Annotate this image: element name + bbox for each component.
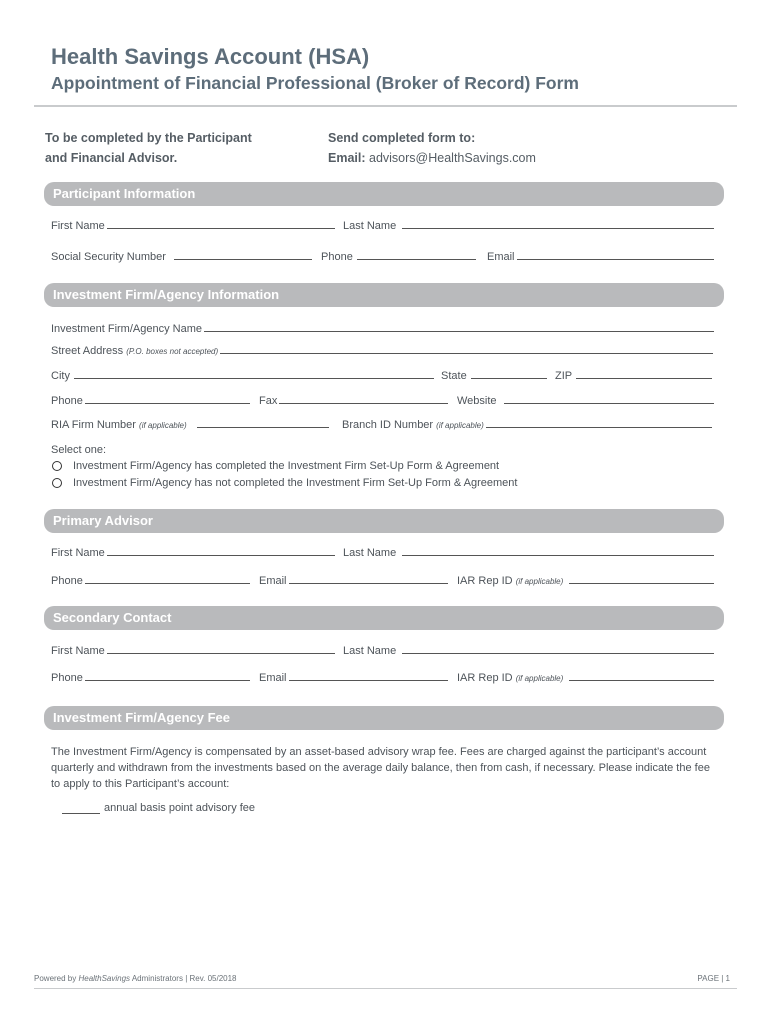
input-line[interactable] [74, 377, 434, 379]
firm-name-field[interactable] [51, 323, 714, 335]
participant-email-field[interactable] [487, 251, 714, 263]
iar-label: IAR Rep ID [457, 575, 513, 587]
primary-phone-field[interactable] [51, 575, 250, 587]
field-label: Email [487, 251, 515, 263]
participant-ssn-field[interactable] [51, 251, 312, 263]
primary-email-field[interactable] [259, 575, 448, 587]
section-participant-information [44, 182, 724, 206]
fee-label: annual basis point advisory fee [104, 802, 256, 814]
secondary-last-name-field[interactable] [343, 645, 714, 657]
input-line[interactable] [197, 426, 329, 428]
firm-ria-number-field[interactable] [51, 419, 329, 431]
section-primary-advisor [44, 509, 724, 533]
firm-state-field[interactable] [441, 370, 547, 382]
iar-label: IAR Rep ID [457, 672, 513, 684]
branch-label: Branch ID Number [342, 419, 434, 431]
field-label [457, 672, 563, 684]
advisory-fee-field[interactable] [62, 802, 255, 814]
firm-zip-field[interactable] [555, 370, 712, 382]
field-label: First Name [51, 547, 105, 559]
field-label: City [51, 370, 70, 382]
ria-label: RIA Firm Number [51, 419, 136, 431]
street-note: (P.O. boxes not accepted) [126, 347, 219, 356]
section-heading: Investment Firm/Agency Information [53, 287, 280, 302]
input-line[interactable] [504, 402, 714, 404]
primary-last-name-field[interactable] [343, 547, 714, 559]
radio-option-label: Investment Firm/Agency has not completed the Investment Firm Set-Up Form & Agreement [73, 477, 518, 489]
email-label: Email: [328, 151, 366, 165]
send-to-email-row [328, 148, 536, 168]
secondary-iar-rep-id-field[interactable] [457, 672, 714, 684]
ria-note: (if applicable) [139, 421, 187, 430]
input-line[interactable] [576, 377, 712, 379]
radio-circle-icon[interactable] [52, 461, 62, 471]
fee-paragraph: The Investment Firm/Agency is compensated by an asset-based advisory wrap fee. Fees are charged against the participant’s account quarterly and withdrawn from the investments based on the average daily balance, then from cash, if necessary. Please indicate the fee to apply to this Participant’s account: [51, 746, 710, 790]
primary-iar-rep-id-field[interactable] [457, 575, 714, 587]
field-label: Phone [51, 395, 83, 407]
field-label: Email [259, 575, 287, 587]
section-heading: Primary Advisor [53, 513, 153, 528]
footer-powered-by [34, 974, 237, 983]
secondary-first-name-field[interactable] [51, 645, 335, 657]
select-one-label: Select one: [51, 444, 107, 456]
input-line[interactable] [486, 426, 712, 428]
field-label: Email [259, 672, 287, 684]
input-line[interactable] [289, 582, 448, 584]
section-firm-information [44, 283, 724, 307]
firm-phone-field[interactable] [51, 395, 250, 407]
field-label: Last Name [343, 220, 397, 232]
input-line[interactable] [85, 402, 250, 404]
field-label: Last Name [343, 547, 397, 559]
radio-option-not-completed[interactable] [52, 477, 517, 489]
form-title: Health Savings Account (HSA) [51, 44, 370, 69]
input-line[interactable] [471, 377, 547, 379]
section-secondary-contact [44, 606, 724, 630]
input-line[interactable] [402, 227, 714, 229]
input-line[interactable] [107, 227, 335, 229]
powered-prefix: Powered by [34, 974, 79, 983]
radio-option-label: Investment Firm/Agency has completed the Investment Firm Set-Up Form & Agreement [73, 460, 500, 472]
input-line[interactable] [279, 402, 448, 404]
firm-fax-field[interactable] [259, 395, 448, 407]
input-line[interactable] [569, 582, 714, 584]
field-label: Fax [259, 395, 278, 407]
street-label: Street Address [51, 345, 124, 357]
fee-input-line[interactable] [62, 813, 100, 814]
input-line[interactable] [174, 258, 312, 260]
field-label [51, 345, 218, 357]
section-heading: Investment Firm/Agency Fee [53, 710, 230, 725]
instructions-line-1: To be completed by the Participant [45, 131, 252, 145]
input-line[interactable] [107, 554, 335, 556]
firm-website-field[interactable] [457, 395, 714, 407]
iar-note: (if applicable) [515, 577, 564, 586]
header-divider [34, 105, 737, 107]
instructions-line-2: and Financial Advisor. [45, 151, 178, 165]
brand-name: HealthSavings [78, 974, 131, 983]
section-firm-fee [44, 706, 724, 730]
instructions [45, 128, 252, 168]
participant-first-name-field[interactable] [51, 220, 335, 232]
send-to-block [328, 128, 536, 168]
field-label: Last Name [343, 645, 397, 657]
field-label [342, 419, 484, 431]
footer-divider [34, 988, 737, 989]
field-label [51, 419, 187, 431]
send-to-heading: Send completed form to: [328, 131, 476, 145]
secondary-phone-field[interactable] [51, 672, 250, 684]
powered-suffix: Administrators | Rev. 05/2018 [130, 974, 237, 983]
field-label: Phone [51, 575, 83, 587]
section-heading: Secondary Contact [53, 610, 172, 625]
field-label: Phone [51, 672, 83, 684]
input-line[interactable] [85, 679, 250, 681]
participant-last-name-field[interactable] [343, 220, 714, 232]
input-line[interactable] [204, 330, 714, 332]
radio-option-completed[interactable] [52, 460, 499, 472]
input-line[interactable] [402, 652, 714, 654]
input-line[interactable] [107, 652, 335, 654]
primary-first-name-field[interactable] [51, 547, 335, 559]
secondary-email-field[interactable] [259, 672, 448, 684]
firm-city-field[interactable] [51, 370, 434, 382]
field-label: State [441, 370, 467, 382]
branch-note: (if applicable) [436, 421, 484, 430]
section-heading: Participant Information [53, 186, 196, 201]
input-line[interactable] [517, 258, 714, 260]
input-line[interactable] [402, 554, 714, 556]
submission-email-link[interactable]: advisors@HealthSavings.com [369, 151, 536, 165]
field-label: Phone [321, 251, 353, 263]
field-label: ZIP [555, 370, 573, 382]
input-line[interactable] [569, 679, 714, 681]
form-subtitle: Appointment of Financial Professional (Broker of Record) Form [51, 73, 579, 93]
participant-phone-field[interactable] [321, 251, 476, 263]
radio-circle-icon[interactable] [52, 478, 62, 488]
page-number: PAGE | 1 [697, 974, 730, 983]
input-line[interactable] [357, 258, 476, 260]
firm-street-address-field[interactable] [51, 345, 713, 357]
field-label: First Name [51, 645, 105, 657]
iar-note: (if applicable) [515, 674, 564, 683]
field-label: Website [457, 395, 497, 407]
field-label: Social Security Number [51, 251, 166, 263]
field-label: Investment Firm/Agency Name [51, 323, 202, 335]
firm-branch-id-field[interactable] [342, 419, 712, 431]
field-label: First Name [51, 220, 105, 232]
input-line[interactable] [220, 352, 713, 354]
field-label [457, 575, 563, 587]
input-line[interactable] [289, 679, 448, 681]
input-line[interactable] [85, 582, 250, 584]
